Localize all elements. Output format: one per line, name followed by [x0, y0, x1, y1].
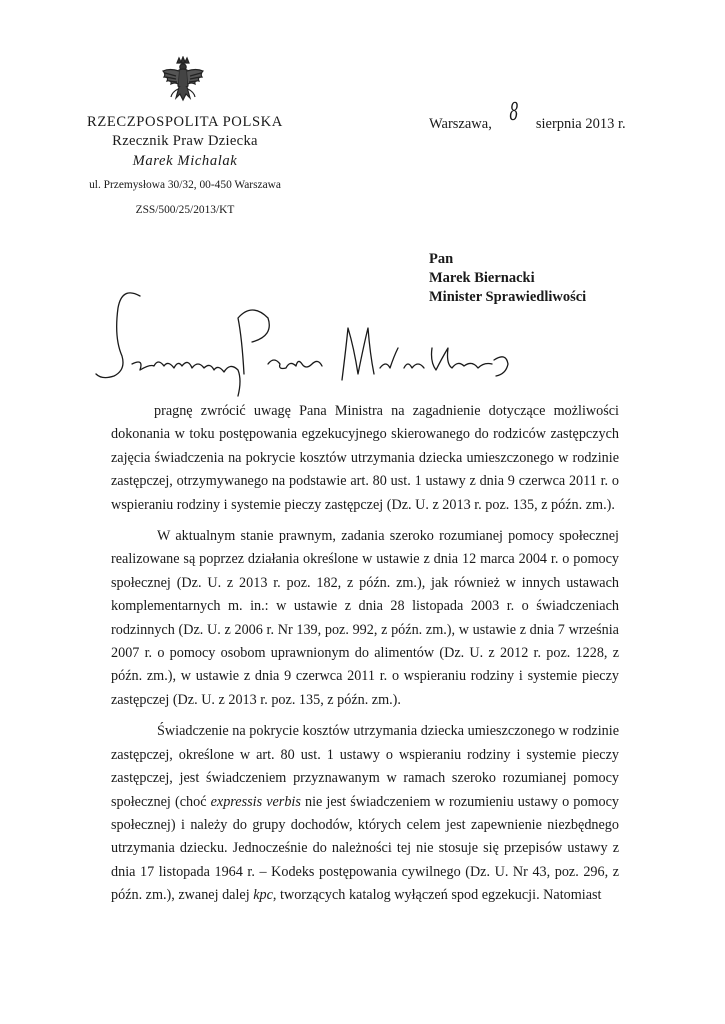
- body-paragraph-3-part-a: Świadczenie na pokrycie kosztów utrzymania dziecka umieszczonego w rodzinie zastępczej, określone w art. 80 ust. 1 ustawy o wspieraniu rodziny i systemie pieczy zastępczej, jest świadczeniem przyznawanym w ramach szeroko rozumianej pomocy społecznej (choć: [111, 723, 619, 810]
- date-month-year: sierpnia 2013 r.: [535, 116, 626, 132]
- letterhead: [60, 113, 310, 220]
- body-paragraph-3-part-c: , tworzących katalog wyłączeń spod egzekucji. Natomiast: [272, 887, 602, 904]
- addressee-name: Marek Biernacki: [429, 270, 535, 286]
- date-day-handwritten: 8: [509, 98, 519, 126]
- country-name: RZECZPOSPOLITA POLSKA: [87, 114, 283, 130]
- body-italic-kpc: kpc: [253, 887, 273, 904]
- letter-body: [111, 400, 619, 908]
- office-holder-name: Marek Michalak: [132, 153, 238, 169]
- body-paragraph-3: [111, 720, 619, 907]
- addressee-position: Minister Sprawiedliwości: [429, 289, 587, 305]
- body-italic-expressis-verbis: expressis verbis: [210, 793, 301, 810]
- body-paragraph-2: W aktualnym stanie prawnym, zadania szeroko rozumianej pomocy społecznej realizowane są poprzez działania określone w ustawie z dnia 12 marca 2004 r. o pomocy społecznej (Dz. U. z 2013 r. poz. 182, z późn. zm.), jak również w innych ustawach komplementarnych m. in.: w ustawie z dnia 28 listopada 2003 r. o świadczeniach rodzinnych (Dz. U. z 2006 r. Nr 139, poz. 992, z późn. zm.), w ustawie z dnia 7 września 2007 r. o pomocy osobom uprawnionym do alimentów (Dz. U. z 2012 r. poz. 1228, z późn. zm.), w ustawie z dnia 9 czerwca 2011 r. o wspieraniu rodziny i systemie pieczy zastępczej (Dz. U. z 2013 r. poz. 135, z późn. zm.).: [111, 528, 619, 708]
- date-city: Warszawa,: [429, 116, 492, 132]
- letter-date: [429, 98, 626, 134]
- polish-eagle-emblem-icon: [160, 56, 206, 108]
- handwritten-salutation: [92, 278, 522, 398]
- office-address: ul. Przemysłowa 30/32, 00-450 Warszawa: [89, 179, 281, 191]
- body-paragraph-1: pragnę zwrócić uwagę Pana Ministra na zagadnienie dotyczące możliwości dokonania w toku postępowania egzekucyjnego skierowanego do rodziców zastępczych zajęcia świadczenia na pokrycie kosztów utrzymania dziecka umieszczonego w rodzinie zastępczej, otrzymywanego na podstawie art. 80 ust. 1 ustawy z dnia 9 czerwca 2011 r. o wspieraniu rodziny i systemie pieczy zastępczej (Dz. U. z 2013 r. poz. 135, z późn. zm.).: [111, 403, 619, 513]
- reference-number: ZSS/500/25/2013/KT: [135, 204, 235, 216]
- body-paragraph-3-part-b: nie jest świadczeniem w rozumieniu ustawy o pomocy społecznej) i należy do grupy dochodów, których celem jest zapewnienie niezbędnego utrzymania dziecku. Jednocześnie do należności tej nie stosuje się przepisów ustawy z dnia 17 listopada 1964 r. – Kodeks postępowania cywilnego (Dz. U. Nr 43, poz. 296, z późn. zm.), zwanej dalej: [111, 793, 619, 904]
- office-name: Rzecznik Praw Dziecka: [112, 133, 258, 149]
- salutation-text: Szanowny Panie Ministrze,: [92, 278, 103, 279]
- addressee-title: Pan: [429, 251, 454, 267]
